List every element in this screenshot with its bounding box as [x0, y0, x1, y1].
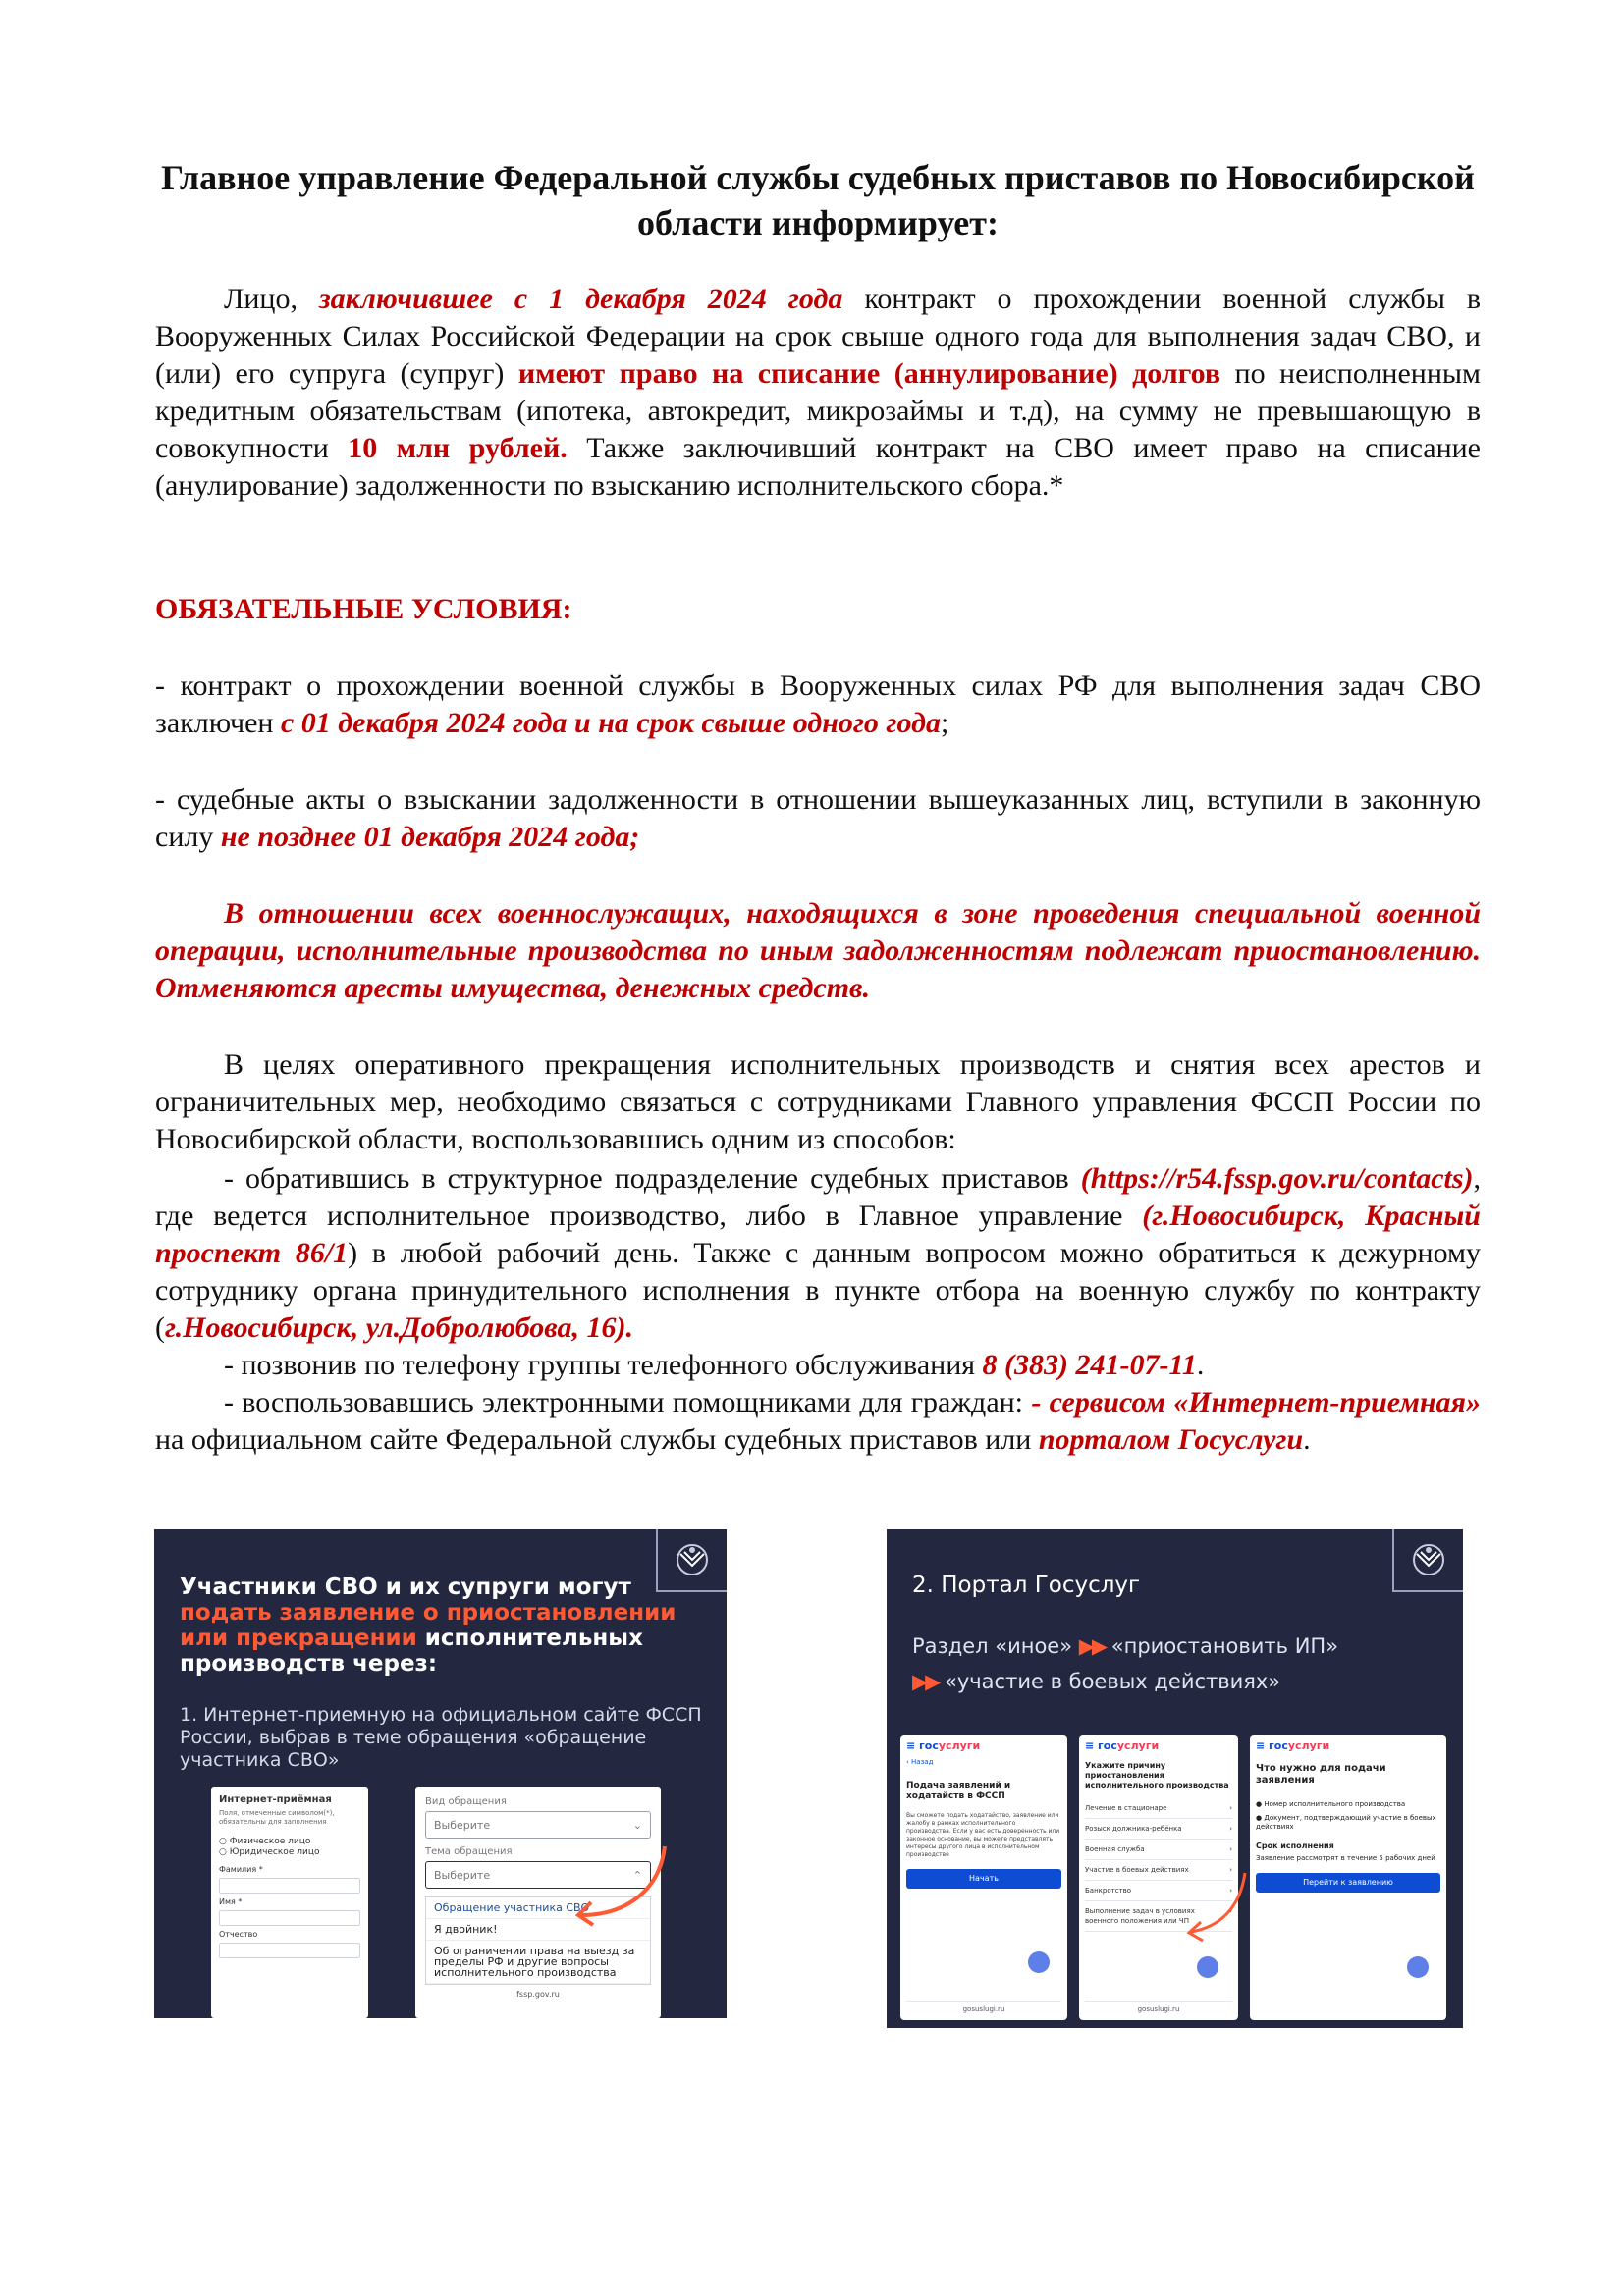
patronymic-field[interactable] [219, 1943, 360, 1958]
appeal-type-select[interactable] [425, 1811, 651, 1839]
gosuslugi-logo: ≡ госуслуги [1256, 1739, 1330, 1752]
requirement-1: ● Номер исполнительного производства [1256, 1800, 1406, 1808]
appeal-theme-label: Тема обращения [425, 1846, 513, 1857]
appeal-type-value: Выберите [434, 1818, 491, 1832]
chevron-down-icon: ⌄ [632, 1818, 642, 1832]
radio-individual-label: Физическое лицо [229, 1837, 311, 1846]
condition-2-highlight: не позднее 01 декабря 2024 года; [220, 821, 640, 853]
screen-1-title: Подача заявлений и ходатайств в ФССП [906, 1781, 1011, 1801]
reason-label: Выполнение задач в условиях военного положения или ЧП [1085, 1907, 1195, 1925]
intro-text-2: контракт о прохождении военной службы в Вооруженных Силах Российской Федерации на срок свыше одного года для выполнения задач СВО, и (или) его супруга (супруг) [155, 283, 1482, 390]
chevron-right-icon: › [1229, 1825, 1232, 1833]
reason-label: Розыск должника-ребёнка [1085, 1825, 1182, 1833]
method-1-text-2: , где ведется исполнительное производство, либо в Главное управление [155, 1162, 1482, 1232]
intro-text-4: Также заключивший контракт на СВО имеет право на списание (анулирование) задолженности по взысканию исполнительского сбора.* [155, 432, 1481, 502]
contact-method-2 [155, 1347, 1481, 1384]
condition-1 [155, 667, 1481, 742]
gosuslugi-banner [887, 1529, 1463, 2028]
appeal-type-label: Вид обращения [425, 1796, 507, 1807]
gosuslugi-logo: ≡ госуслуги [1085, 1739, 1160, 1752]
intro-amount-highlight: 10 млн рублей. [348, 432, 568, 464]
path-combat: «участие в боевых действиях» [945, 1670, 1281, 1693]
chevron-right-icon: › [1229, 1866, 1232, 1874]
recruitment-address: г.Новосибирск, ул.Добролюбова, 16). [165, 1311, 633, 1344]
condition-2 [155, 781, 1481, 856]
requirement-1-text: Номер исполнительного производства [1264, 1800, 1406, 1808]
phone-number[interactable]: 8 (383) 241-07-11 [982, 1349, 1197, 1381]
gosuslugi-logo-b: услуги [938, 1739, 981, 1752]
contact-method-1 [155, 1160, 1481, 1347]
banner-2-path-line-1 [912, 1633, 1338, 1659]
method-2-text: - позвонив по телефону группы телефонного обслуживания [224, 1349, 976, 1381]
gosuslugi-portal: порталом Госуслуги [1038, 1423, 1304, 1456]
reason-item[interactable] [1085, 1798, 1232, 1819]
chevron-right-icon: › [1229, 1907, 1232, 1915]
reception-form-card [211, 1787, 368, 2018]
conditions-heading: ОБЯЗАТЕЛЬНЫЕ УСЛОВИЯ: [155, 593, 572, 625]
gosuslugi-logo-b: услуги [1116, 1739, 1160, 1752]
banner-1-subtitle: 1. Интернет-приемную на официальном сайте ФССП России, выбрав в теме обращения «обращение участника СВО» [180, 1704, 702, 1771]
requirement-2-text: Документ, подтверждающий участие в боевых действиях [1256, 1814, 1436, 1831]
robot-assistant-icon[interactable] [1028, 1951, 1050, 1973]
robot-assistant-icon[interactable] [1197, 1956, 1218, 1978]
method-3-text-2: на официальном сайте Федеральной службы судебных приставов или [155, 1423, 1032, 1456]
fssp-internet-reception-banner [154, 1529, 727, 2018]
form-note: Поля, отмеченные символом(*), обязательны для заполнения [219, 1809, 335, 1826]
patronymic-label: Отчество [219, 1930, 258, 1939]
gosuslugi-logo-a: гос [1269, 1739, 1288, 1752]
arrow-right-icon: ▶▶ [912, 1670, 939, 1693]
screen-2-title: Укажите причину приостановления исполнительного производства [1085, 1761, 1229, 1789]
banner-2-title: 2. Портал Госуслуг [912, 1573, 1141, 1598]
name-field[interactable] [219, 1910, 360, 1926]
intro-text-3: по неисполненным кредитным обязательствам (ипотека, автокредит, микрозаймы и т.д), на сумму не превышающую в совокупности [155, 357, 1482, 464]
gosuslugi-logo-a: гос [919, 1739, 939, 1752]
banner-2-path-line-2 [912, 1669, 1280, 1694]
term-text: Заявление рассмотрят в течение 5 рабочих дней [1256, 1854, 1435, 1862]
gosuslugi-logo: ≡ госуслуги [906, 1739, 981, 1752]
method-2-end: . [1196, 1349, 1205, 1381]
screen-1-text: Вы сможете подать ходатайство, заявление или жалобу в рамках исполнительного производства. Если у вас есть доверенность или законное основание, вы можете представлять интересы другого лица в исполнительном производстве [906, 1812, 1060, 1858]
option-travel-restriction[interactable]: Об ограничении права на выезд за пределы РФ и другие вопросы исполнительного производства [426, 1941, 650, 1984]
chevron-right-icon: › [1229, 1804, 1232, 1812]
reason-label: Банкротство [1085, 1887, 1132, 1895]
pointer-arrow-icon [567, 1842, 675, 1930]
arrow-right-icon: ▶▶ [1078, 1634, 1106, 1658]
method-3-text: - воспользовавшись электронными помощниками для граждан: [224, 1386, 1024, 1418]
gosuslugi-screen-1 [900, 1735, 1067, 2020]
banner-1-heading-b: подать заявление о приостановлении или прекращении [180, 1600, 677, 1651]
name-label: Имя * [219, 1897, 243, 1906]
chevron-up-icon: ⌃ [632, 1868, 642, 1882]
intro-paragraph [155, 281, 1481, 505]
intro-date-highlight: заключившее с 1 декабря 2024 года [318, 283, 843, 315]
surname-label: Фамилия * [219, 1865, 263, 1874]
reason-label: Лечение в стационаре [1085, 1804, 1167, 1812]
gosuslugi-logo-a: гос [1098, 1739, 1117, 1752]
requirement-2: ● Документ, подтверждающий участие в боевых действиях [1256, 1814, 1436, 1831]
page-title: Главное управление Федеральной службы судебных приставов по Новосибирской области информирует: [161, 158, 1475, 242]
form-title: Интернет-приёмная [219, 1794, 332, 1805]
surname-field[interactable] [219, 1878, 360, 1894]
condition-1-text: - контракт о прохождении военной службы в Вооруженных силах РФ для выполнения задач СВО заключен [155, 669, 1481, 739]
fssp-contacts-link[interactable]: (https://r54.fssp.gov.ru/contacts) [1080, 1162, 1474, 1195]
intro-right-highlight: имеют право на списание (аннулирование) долгов [517, 357, 1221, 390]
radio-individual[interactable]: ○ Физическое лицо [219, 1837, 311, 1846]
warning-paragraph: В отношении всех военнослужащих, находящихся в зоне проведения специальной военной операции, исполнительные производства по иным задолженностям подлежат приостановлению. Отменяются аресты имущества, денежных средств. [155, 897, 1481, 1004]
appeal-theme-value: Выберите [434, 1868, 491, 1882]
back-link[interactable]: ‹ Назад [906, 1758, 934, 1766]
option-svo-participant[interactable]: Обращение участника СВО [426, 1897, 650, 1919]
contact-paragraph: В целях оперативного прекращения исполнительных производств и снятия всех арестов и ограничительных мер, необходимо связаться с сотрудниками Главного управления ФССП России по Новосибирской области, воспользовавшись одним из способов: [155, 1048, 1481, 1155]
option-double[interactable]: Я двойник! [426, 1919, 650, 1941]
gosuslugi-url: gosuslugi.ru [1085, 2001, 1232, 2014]
reason-item[interactable] [1085, 1840, 1232, 1860]
banner-1-heading [180, 1575, 690, 1677]
radio-legal[interactable]: ○ Юридическое лицо [219, 1847, 320, 1857]
method-1-text-3: ) в любой рабочий день. Также с данным вопросом можно обратиться к дежурному сотруднику органа принудительного исполнения в пункте отбора на военную службу по контракту ( [155, 1237, 1482, 1344]
method-1-text: - обратившись в структурное подразделение судебных приставов [224, 1162, 1069, 1195]
fssp-url: fssp.gov.ru [516, 1990, 560, 1999]
condition-1-end: ; [941, 707, 949, 739]
path-suspend: «приостановить ИП» [1110, 1634, 1339, 1658]
method-3-end: . [1303, 1423, 1311, 1456]
radio-legal-label: Юридическое лицо [229, 1847, 320, 1857]
pointer-arrow-icon [1181, 1868, 1250, 1947]
start-button[interactable]: Начать [906, 1869, 1061, 1889]
banner-1-heading-a: Участники СВО и их супруги могут [180, 1575, 631, 1600]
gosuslugi-screen-3 [1250, 1735, 1446, 2020]
contact-method-3 [155, 1384, 1481, 1459]
go-to-application-button[interactable]: Перейти к заявлению [1256, 1873, 1440, 1893]
internet-reception-service: - сервисом «Интернет-приемная» [1031, 1386, 1481, 1418]
gosuslugi-logo-b: услуги [1287, 1739, 1330, 1752]
fssp-emblem-icon [1392, 1529, 1463, 1592]
reason-item[interactable] [1085, 1819, 1232, 1840]
gosuslugi-url: gosuslugi.ru [906, 2001, 1061, 2014]
banner-1-heading-c: исполнительных производств через: [180, 1626, 643, 1677]
intro-text-1: Лицо, [224, 283, 298, 315]
path-other: Раздел «иное» [912, 1634, 1073, 1658]
chevron-right-icon: › [1229, 1887, 1232, 1895]
term-heading: Срок исполнения [1256, 1842, 1334, 1850]
main-office-address: (г.Новосибирск, Красный проспект 86/1 [155, 1200, 1481, 1269]
screen-3-title: Что нужно для подачи заявления [1256, 1763, 1386, 1786]
condition-2-text: - судебные акты о взыскании задолженности в отношении вышеуказанных лиц, вступили в законную силу [155, 783, 1481, 853]
reason-label: Военная служба [1085, 1845, 1145, 1853]
condition-1-highlight: с 01 декабря 2024 года и на срок свыше одного года [280, 707, 941, 739]
robot-assistant-icon[interactable] [1407, 1956, 1429, 1978]
reason-label: Участие в боевых действиях [1085, 1866, 1189, 1874]
chevron-right-icon: › [1229, 1845, 1232, 1853]
